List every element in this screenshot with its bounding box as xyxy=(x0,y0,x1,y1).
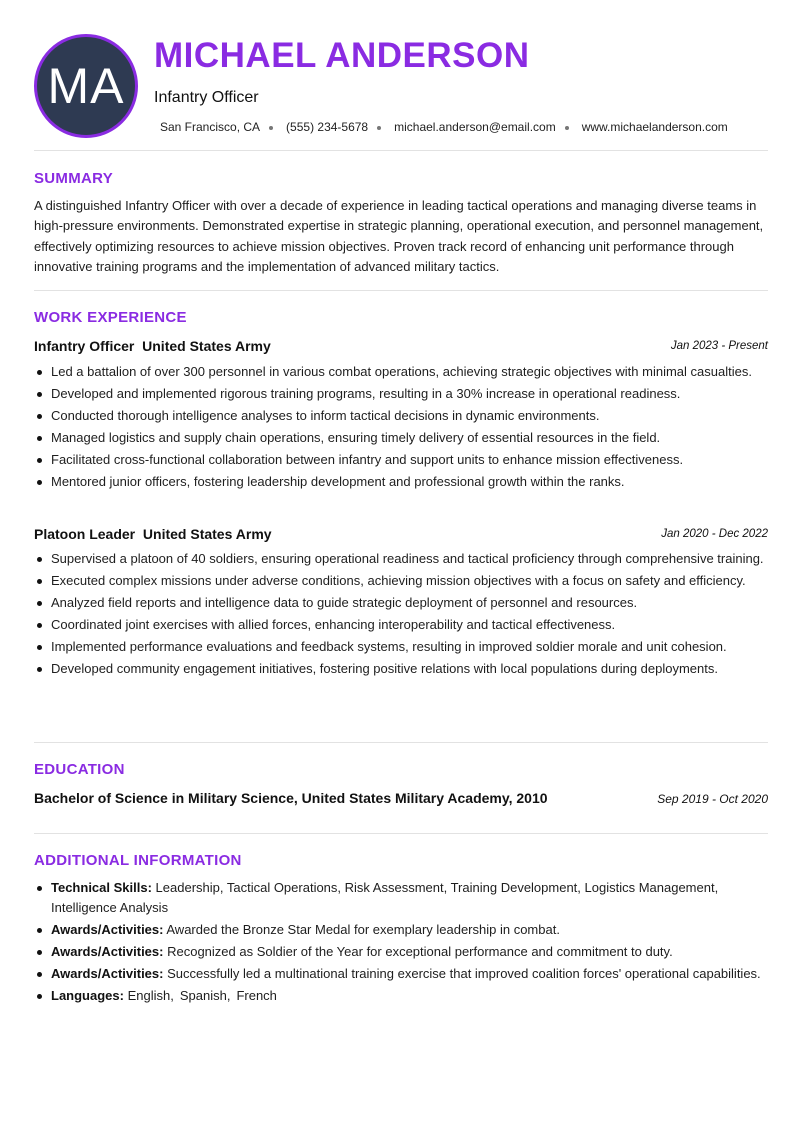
divider xyxy=(34,150,768,151)
list-item: Mentored junior officers, fostering leadership development and professional growth within the ranks. xyxy=(34,472,768,492)
language: English, xyxy=(127,988,174,1003)
job-dates: Jan 2020 - Dec 2022 xyxy=(661,528,768,540)
list-item xyxy=(34,964,768,984)
separator-dot xyxy=(377,126,381,130)
item-label: Awards/Activities: xyxy=(51,921,164,937)
job-bullets xyxy=(34,362,768,494)
additional-list xyxy=(34,878,768,1008)
list-item xyxy=(34,920,768,940)
additional-heading: ADDITIONAL INFORMATION xyxy=(34,852,242,869)
list-item-languages xyxy=(34,986,768,1006)
list-item: Conducted thorough intelligence analyses to inform tactical decisions in dynamic environments. xyxy=(34,406,768,426)
avatar-initials: MA xyxy=(47,58,125,114)
item-label: Technical Skills: xyxy=(51,880,152,895)
item-label: Awards/Activities: xyxy=(51,943,164,959)
job-header xyxy=(34,526,768,544)
languages-label: Languages: xyxy=(51,988,124,1003)
contact-phone: (555) 234-5678 xyxy=(286,120,369,134)
list-item: Executed complex missions under adverse conditions, achieving mission objectives with a focus on safety and efficiency. xyxy=(34,571,768,591)
list-item xyxy=(34,942,768,962)
contact-website[interactable]: www.michaelanderson.com xyxy=(581,120,728,134)
language: French xyxy=(236,988,277,1003)
job-title: Infantry Officer xyxy=(154,89,259,106)
item-text: Leadership, Tactical Operations, Risk Assessment, Training Development, Logistics Management, Intelligence Analysis xyxy=(51,880,719,915)
summary-text: A distinguished Infantry Officer with over a decade of experience in leading tactical operations and managing diverse teams in high-pressure environments. Demonstrated expertise in strategic planning, operational execution, and personnel management, effectively optimizing resources to achieve mission objectives. Proven track record of enhancing unit performance through innovative training programs and the implementation of advanced military tactics. xyxy=(34,198,764,274)
list-item: Facilitated cross-functional collaboration between infantry and support units to enhance mission effectiveness. xyxy=(34,450,768,470)
job-company: United States Army xyxy=(142,338,271,354)
list-item: Developed and implemented rigorous training programs, resulting in a 30% increase in operational readiness. xyxy=(34,384,768,404)
summary-heading: SUMMARY xyxy=(34,170,114,187)
list-item xyxy=(34,878,768,917)
list-item: Developed community engagement initiatives, fostering positive relations with local populations during deployments. xyxy=(34,659,768,679)
job-role: Infantry Officer xyxy=(34,338,135,354)
contact-email[interactable]: michael.anderson@email.com xyxy=(394,120,556,134)
item-text: Recognized as Soldier of the Year for exceptional performance and commitment to duty. xyxy=(167,943,673,959)
candidate-name: MICHAEL ANDERSON xyxy=(154,36,530,75)
language: Spanish, xyxy=(179,988,231,1003)
experience-heading: WORK EXPERIENCE xyxy=(34,309,187,326)
divider xyxy=(34,290,768,291)
job-dates: Jan 2023 - Present xyxy=(670,340,768,352)
list-item: Supervised a platoon of 40 soldiers, ensuring operational readiness and tactical proficiency through comprehensive training. xyxy=(34,549,768,569)
contact-info xyxy=(160,120,728,134)
contact-location: San Francisco, CA xyxy=(160,120,261,134)
divider xyxy=(34,742,768,743)
resume-header xyxy=(34,34,768,138)
job-role: Platoon Leader xyxy=(34,526,136,542)
list-item: Analyzed field reports and intelligence data to guide strategic deployment of personnel and resources. xyxy=(34,593,768,613)
list-item: Led a battalion of over 300 personnel in various combat operations, achieving strategic objectives with minimal casualties. xyxy=(34,362,768,382)
list-item: Managed logistics and supply chain operations, ensuring timely delivery of essential resources in the field. xyxy=(34,428,768,448)
job-title-company xyxy=(34,526,272,542)
item-text: Successfully led a multinational training exercise that improved coalition forces' operational capabilities. xyxy=(167,965,761,981)
list-item: Coordinated joint exercises with allied forces, enhancing interoperability and tactical effectiveness. xyxy=(34,615,768,635)
separator-dot xyxy=(565,126,569,130)
list-item: Implemented performance evaluations and feedback systems, resulting in improved soldier morale and unit cohesion. xyxy=(34,637,768,657)
job-company: United States Army xyxy=(142,526,272,542)
job-header xyxy=(34,338,768,356)
item-label: Awards/Activities: xyxy=(51,965,164,981)
education-degree: Bachelor of Science in Military Science, United States Military Academy, 2010 xyxy=(34,790,548,806)
job-title-company xyxy=(34,338,271,354)
education-dates: Sep 2019 - Oct 2020 xyxy=(657,792,768,806)
avatar xyxy=(34,34,138,138)
job-bullets xyxy=(34,549,768,681)
separator-dot xyxy=(269,126,273,130)
education-heading: EDUCATION xyxy=(34,761,125,778)
divider xyxy=(34,833,768,834)
education-entry xyxy=(34,790,768,808)
item-text: Awarded the Bronze Star Medal for exemplary leadership in combat. xyxy=(166,921,560,937)
